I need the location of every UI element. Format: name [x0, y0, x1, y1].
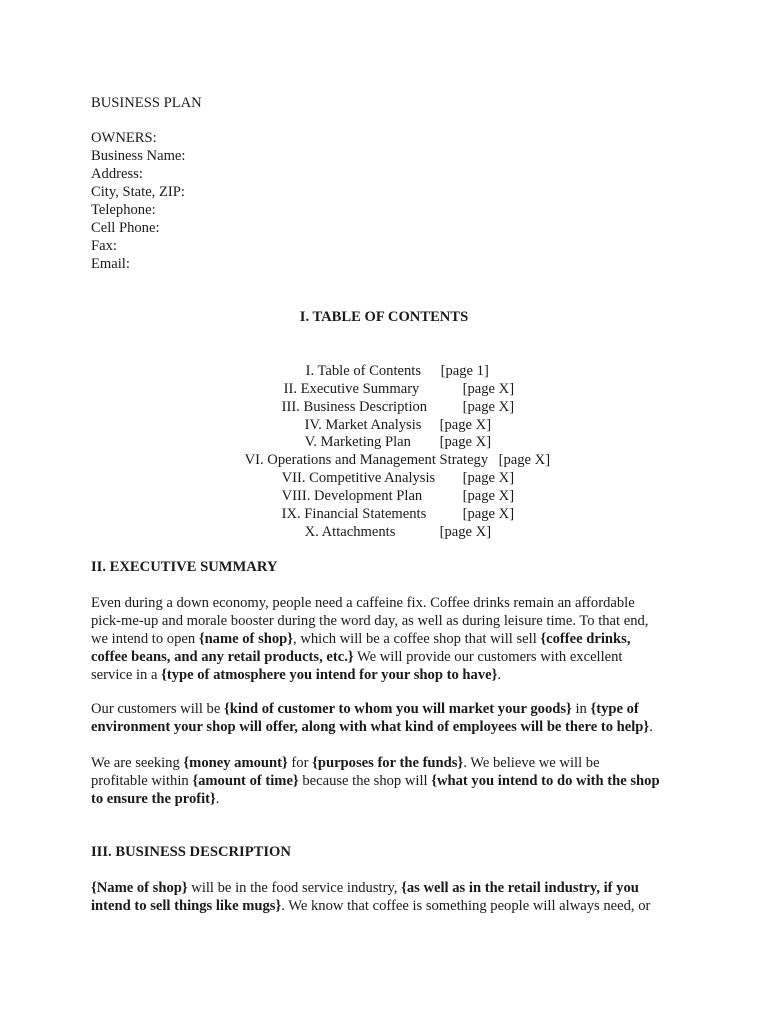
text-line	[91, 612, 661, 630]
text-run: in	[571, 701, 591, 717]
toc-entry	[267, 380, 515, 415]
telephone-label: Telephone:	[91, 202, 156, 218]
placeholder-text: {money amount}	[183, 755, 288, 771]
text-line	[91, 594, 661, 612]
toc-entry-page: [page X]	[462, 381, 515, 397]
text-run: for	[287, 755, 313, 771]
text-run: We are seeking	[91, 755, 184, 771]
placeholder-text: {purposes for the funds}	[312, 755, 464, 771]
toc-entry	[290, 505, 492, 540]
text-run: .	[497, 667, 501, 683]
email-label: Email:	[91, 256, 130, 272]
text-line	[91, 879, 661, 897]
text-line	[91, 630, 661, 648]
placeholder-text: {kind of customer to whom you will market your goods}	[223, 701, 572, 717]
business-description-heading: III. BUSINESS DESCRIPTION	[91, 844, 291, 860]
toc-entry-page: [page X]	[439, 417, 492, 433]
placeholder-text: {type of	[590, 701, 639, 717]
toc-entry-page: [page X]	[498, 452, 551, 468]
placeholder-text: coffee beans, and any retail products, etc.}	[91, 649, 354, 665]
placeholder-text: {name of shop}	[198, 631, 294, 647]
city-state-zip-label: City, State, ZIP:	[91, 184, 185, 200]
owners-label: OWNERS:	[91, 130, 157, 146]
text-run: profitable within	[91, 773, 193, 789]
executive-summary-heading: II. EXECUTIVE SUMMARY	[91, 559, 278, 575]
toc-heading: I. TABLE OF CONTENTS	[299, 309, 469, 325]
toc-entry-label: VIII. Development Plan	[281, 488, 423, 504]
toc-entry	[269, 362, 515, 397]
toc-entry	[290, 398, 492, 433]
text-run: Our customers will be	[91, 701, 224, 717]
toc-entry-page: [page X]	[439, 434, 492, 450]
text-run: . We know that coffee is something people will always need, or	[281, 898, 651, 914]
text-line	[91, 648, 661, 666]
address-label: Address:	[91, 166, 143, 182]
placeholder-text: environment your shop will offer, along with what kind of employees will be there to help}	[91, 719, 650, 735]
toc-entry-label: VII. Competitive Analysis	[281, 470, 436, 486]
text-line	[91, 754, 661, 772]
text-run: .	[215, 791, 220, 807]
toc-entry-page: [page X]	[462, 399, 515, 415]
toc-entry	[267, 451, 515, 486]
text-run: Even during a down economy, people need a caffeine fix. Coffee drinks remain an affordable	[91, 595, 635, 611]
text-run: service in a	[91, 667, 162, 683]
text-line	[91, 700, 661, 718]
text-line	[91, 666, 661, 684]
placeholder-text: {type of atmosphere you intend for your shop to have}	[161, 667, 498, 683]
text-line	[91, 790, 661, 808]
toc-entry-page: [page X]	[462, 470, 515, 486]
toc-entry-label: IX. Financial Statements	[281, 506, 427, 522]
document-title: BUSINESS PLAN	[91, 95, 202, 111]
toc-entry-page: [page 1]	[440, 363, 489, 379]
toc-entry-label: III. Business Description	[281, 399, 428, 415]
text-run: , which will be a coffee shop that will sell	[293, 631, 541, 647]
toc-entry	[290, 415, 492, 450]
toc-entry	[267, 487, 515, 522]
placeholder-text: to ensure the profit}	[91, 791, 216, 807]
text-line	[91, 897, 661, 915]
text-run: because the shop will	[298, 773, 432, 789]
toc-entry-page: [page X]	[439, 524, 492, 540]
text-run: We will provide our customers with excellent	[353, 649, 623, 665]
text-line	[91, 718, 661, 736]
toc-entry-label: I. Table of Contents	[305, 363, 422, 379]
executive-summary-paragraph-1	[91, 594, 661, 684]
toc-entry-page: [page X]	[462, 488, 515, 504]
cell-phone-label: Cell Phone:	[91, 220, 160, 236]
toc-entry	[267, 469, 515, 504]
placeholder-text: intend to sell things like mugs}	[91, 898, 282, 914]
placeholder-text: {Name of shop}	[91, 880, 188, 896]
executive-summary-paragraph-2	[91, 700, 661, 736]
text-run: we intend to open	[91, 631, 199, 647]
text-run: pick-me-up and morale booster during the word day, as well as during leisure time. To that end,	[91, 613, 649, 629]
toc-entry-label: II. Executive Summary	[283, 381, 420, 397]
text-run: . We believe we will be	[463, 755, 600, 771]
toc-entry-label: IV. Market Analysis	[304, 417, 422, 433]
toc-entry-label: V. Marketing Plan	[304, 434, 411, 450]
toc-entry-label: X. Attachments	[304, 524, 396, 540]
text-run: .	[649, 719, 653, 735]
toc-entry	[291, 344, 489, 379]
business-name-label: Business Name:	[91, 148, 186, 164]
toc-entry-label: VI. Operations and Management Strategy	[244, 452, 489, 468]
business-description-paragraph-1	[91, 879, 661, 915]
executive-summary-paragraph-3	[91, 754, 661, 808]
contact-fields	[91, 129, 185, 273]
toc-entry	[230, 433, 551, 468]
placeholder-text: {amount of time}	[192, 773, 299, 789]
placeholder-text: {coffee drinks,	[540, 631, 631, 647]
toc-entry-page: [page X]	[462, 506, 515, 522]
placeholder-text: {what you intend to do with the shop	[431, 773, 660, 789]
text-run: will be in the food service industry,	[187, 880, 402, 896]
fax-label: Fax:	[91, 238, 117, 254]
text-line	[91, 772, 661, 790]
placeholder-text: {as well as in the retail industry, if you	[401, 880, 639, 896]
